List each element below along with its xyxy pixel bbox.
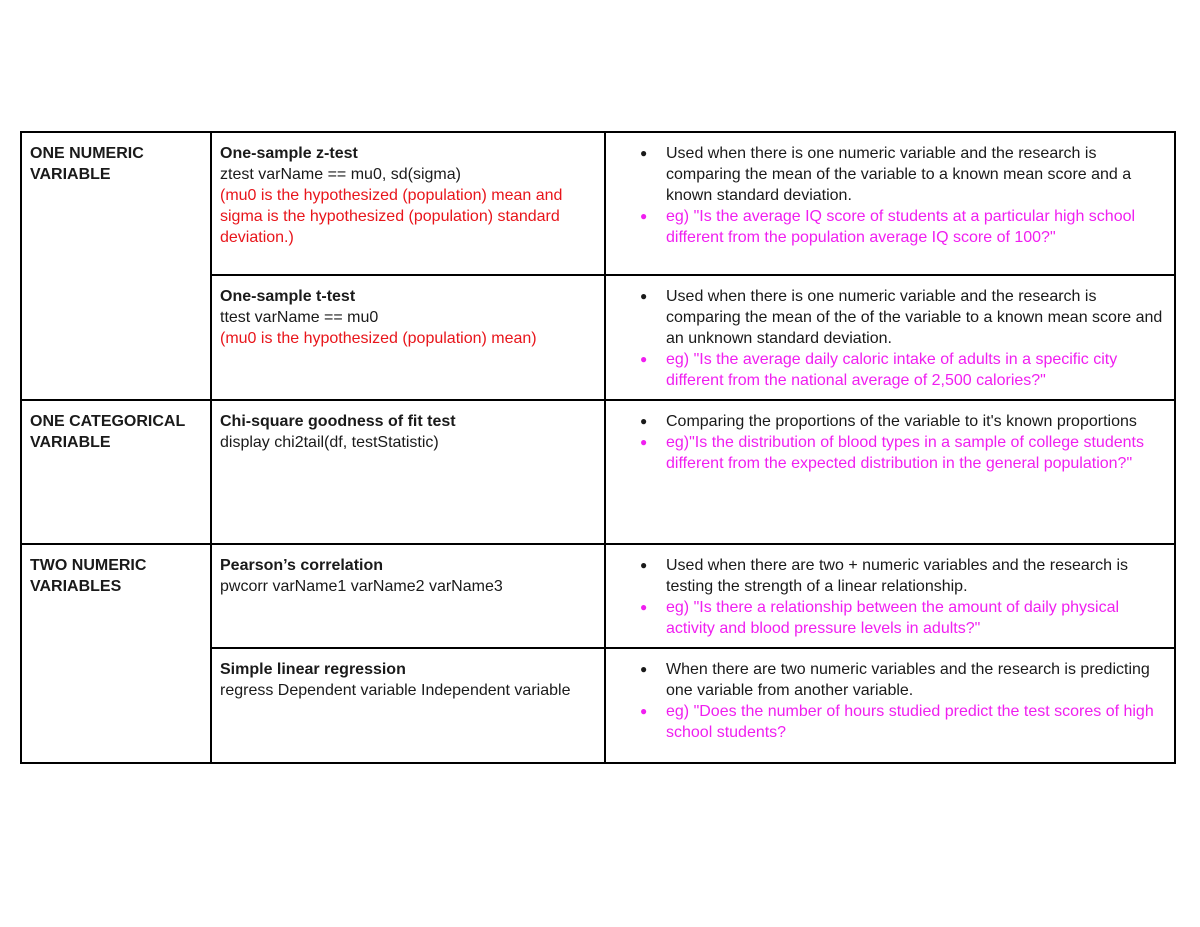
test-name: Simple linear regression [220, 661, 406, 678]
test-command: regress Dependent variable Independent variable [220, 682, 571, 699]
test-cell [211, 275, 605, 400]
description-list [614, 286, 1166, 391]
example-bullet: ● eg) "Does the number of hours studied predict the test scores of high school students? [666, 701, 1166, 743]
test-cell [211, 648, 605, 763]
test-cell [211, 132, 605, 275]
example-bullet: ● eg) "Is there a relationship between the amount of daily physical activity and blood pressure levels in adults?" [666, 597, 1166, 639]
usage-bullet: ● Comparing the proportions of the variable to it's known proportions [666, 411, 1166, 432]
category-label: TWO NUMERIC VARIABLES [30, 557, 147, 595]
test-name: One-sample z-test [220, 145, 358, 162]
table-row [21, 400, 1175, 544]
test-cell [211, 400, 605, 544]
example-bullet: ● eg) "Is the average daily caloric intake of adults in a specific city different from the national average of 2,500 calories?" [666, 349, 1166, 391]
example-bullet: ● eg)"Is the distribution of blood types in a sample of college students different from the expected distribution in the general population?" [666, 432, 1166, 474]
description-cell [605, 648, 1175, 763]
usage-bullet: ● Used when there is one numeric variable and the research is comparing the mean of the variable to a known mean score and a known standard deviation. [666, 143, 1166, 206]
description-list [614, 659, 1166, 743]
description-cell [605, 275, 1175, 400]
category-cell [21, 544, 211, 763]
test-cell [211, 544, 605, 648]
description-list [614, 555, 1166, 639]
category-label: ONE CATEGORICAL VARIABLE [30, 413, 185, 451]
description-list [614, 411, 1166, 474]
description-cell [605, 400, 1175, 544]
test-name: Chi-square goodness of fit test [220, 413, 456, 430]
test-note: (mu0 is the hypothesized (population) mean) [220, 330, 537, 347]
category-label: ONE NUMERIC VARIABLE [30, 145, 144, 183]
test-command: display chi2tail(df, testStatistic) [220, 434, 439, 451]
test-name: Pearson’s correlation [220, 557, 384, 574]
example-bullet: ● eg) "Is the average IQ score of students at a particular high school different from the population average IQ score of 100?" [666, 206, 1166, 248]
test-command: ztest varName == mu0, sd(sigma) [220, 166, 461, 183]
test-command: pwcorr varName1 varName2 varName3 [220, 578, 503, 595]
table-row [21, 544, 1175, 648]
description-cell [605, 544, 1175, 648]
statistical-tests-table [20, 131, 1176, 764]
test-note: (mu0 is the hypothesized (population) mean and sigma is the hypothesized (population) standard deviation.) [220, 187, 563, 246]
category-cell [21, 132, 211, 400]
usage-bullet: ● When there are two numeric variables and the research is predicting one variable from another variable. [666, 659, 1166, 701]
category-cell [21, 400, 211, 544]
usage-bullet: ● Used when there is one numeric variable and the research is comparing the mean of the of the variable to a known mean score and an unknown standard deviation. [666, 286, 1166, 349]
description-cell [605, 132, 1175, 275]
usage-bullet: ● Used when there are two + numeric variables and the research is testing the strength of a linear relationship. [666, 555, 1166, 597]
description-list [614, 143, 1166, 248]
test-name: One-sample t-test [220, 288, 356, 305]
table-row [21, 132, 1175, 275]
test-command: ttest varName == mu0 [220, 309, 379, 326]
